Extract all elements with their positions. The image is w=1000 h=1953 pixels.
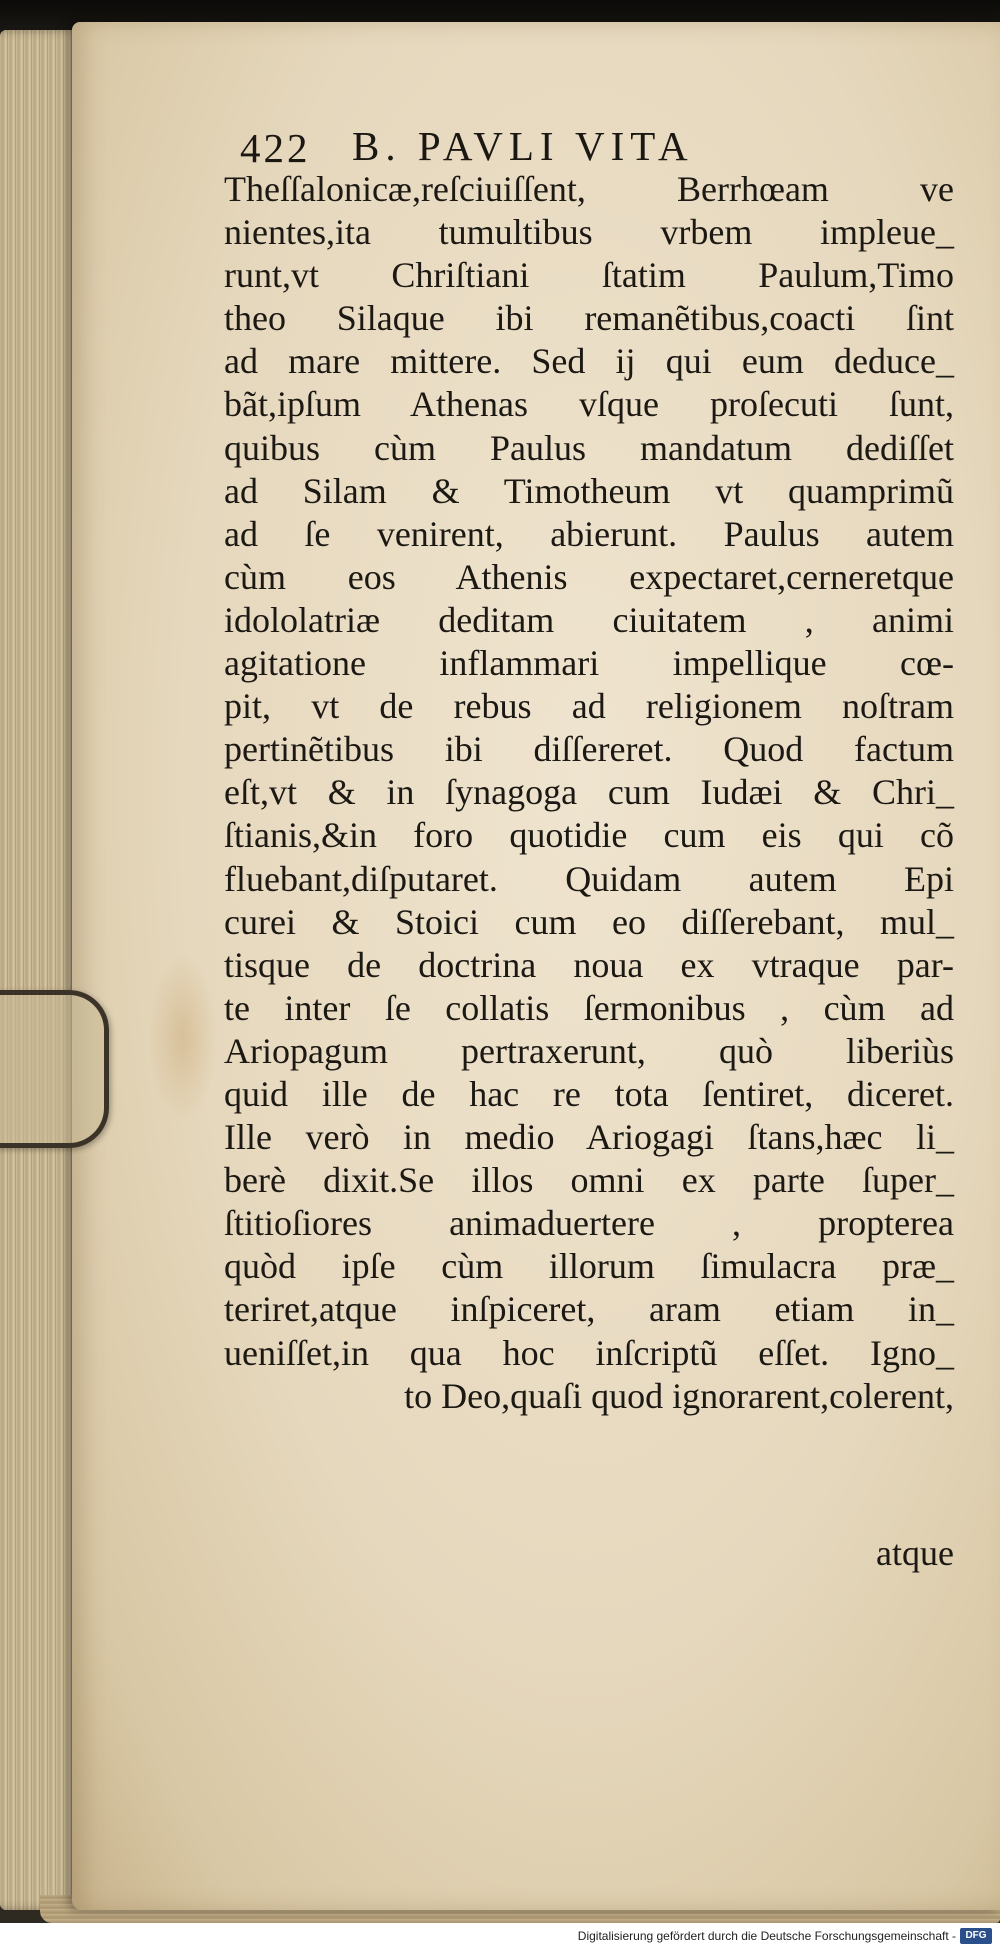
dfg-logo-icon: DFG [960, 1928, 992, 1944]
book-page-edges [0, 30, 80, 1910]
text-line: ad mare mittere. Sed ij qui eum deduce_ [224, 341, 954, 382]
catchword: atque [876, 1533, 954, 1573]
text-line: runt,vt Chriſtiani ſtatim Paulum,Timo [224, 255, 954, 296]
text-line: ad Silam & Timotheum vt quamprimũ [224, 470, 954, 511]
text-line: idololatriæ deditam ciuitatem , animi [224, 599, 954, 640]
text-line: ad ſe venirent, abierunt. Paulus autem [224, 513, 954, 554]
text-line: Ariopagum pertraxerunt, quò liberiùs [224, 1030, 954, 1071]
footer-credit: Digitalisierung gefördert durch die Deutsche Forschungsgemeinschaft - [577, 1929, 956, 1943]
text-line: eſt,vt & in ſynagoga cum Iudæi & Chri_ [224, 772, 954, 813]
body-text [224, 168, 954, 1418]
text-line: cùm eos Athenis expectaret,cerneretque [224, 556, 954, 597]
text-line: bãt,ipſum Athenas vſque proſecuti ſunt, [224, 384, 954, 425]
text-line: agitatione inflammari impellique cœ- [224, 643, 954, 684]
paper-stain [148, 952, 218, 1122]
text-line: to Deo,quaſi quod ignorarent,colerent, [404, 1375, 954, 1416]
text-line: ſtianis,&in foro quotidie cum eis qui cõ [224, 815, 954, 856]
text-line: teriret,atque inſpiceret, aram etiam in_ [224, 1289, 954, 1330]
text-line: theo Silaque ibi remanẽtibus,coacti ſint [224, 298, 954, 339]
page-clip [0, 990, 109, 1148]
text-line: berè dixit.Se illos omni ex parte ſuper_ [224, 1160, 954, 1201]
running-title: B. PAVLI VITA [352, 123, 694, 169]
text-line: nientes,ita tumultibus vrbem impleue_ [224, 212, 954, 253]
text-line: curei & Stoici cum eo diſſerebant, mul_ [224, 901, 954, 942]
text-line: pit, vt de rebus ad religionem noſtram [224, 686, 954, 727]
text-line: ſtitioſiores animaduertere , propterea [224, 1203, 954, 1244]
text-line: tisque de doctrina noua ex vtraque par- [224, 944, 954, 985]
text-line: ueniſſet,in qua hoc inſcriptũ eſſet. Igno_ [224, 1332, 954, 1373]
page-number: 422 [240, 125, 311, 171]
footer-bar [0, 1923, 1000, 1953]
text-line: fluebant,diſputaret. Quidam autem Epi [224, 858, 954, 899]
text-line: te inter ſe collatis ſermonibus , cùm ad [224, 987, 954, 1028]
text-line: quibus cùm Paulus mandatum dediſſet [224, 427, 954, 468]
text-line: quid ille de hac re tota ſentiret, diceret. [224, 1073, 954, 1114]
text-line: Ille verò in medio Ariogagi ſtans,hæc li_ [224, 1117, 954, 1158]
text-line: quòd ipſe cùm illorum ſimulacra præ_ [224, 1246, 954, 1287]
text-line: Theſſalonicæ,reſciuiſſent, Berrhœam ve [224, 169, 954, 209]
text-line: pertinẽtibus ibi diſſereret. Quod factum [224, 729, 954, 770]
